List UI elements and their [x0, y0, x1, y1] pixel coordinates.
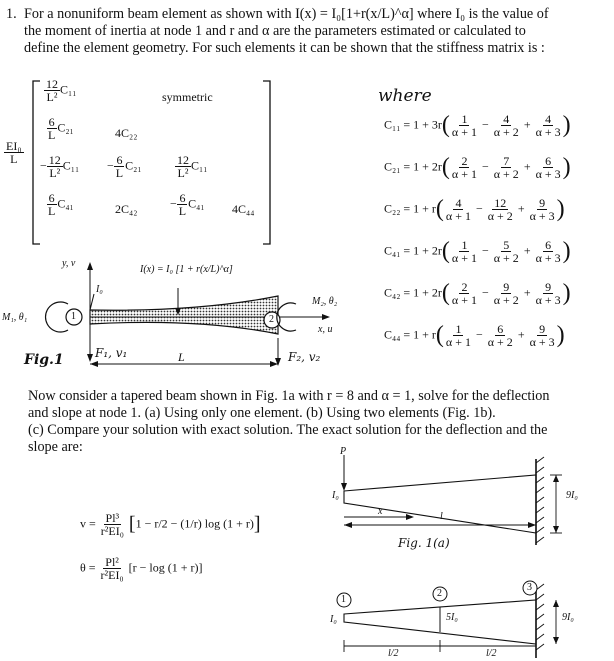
m2-label: M₂, θ₂	[312, 296, 338, 307]
matrix-r4c1: $\frac{6}{L}$ C₄₁	[48, 191, 74, 218]
coefficient-row: C₁₁ = 1 + 3r( $\frac{1}{\alpha + 1}$ − $\frac{4}{\alpha + 2}$ + $\frac{4}{\alpha + 3}$ )	[384, 112, 571, 139]
tapered-beam	[90, 296, 278, 334]
matrix-r4c3: − $\frac{6}{L}$ C₄₁	[170, 191, 205, 218]
length-label: L	[178, 350, 185, 364]
fig1a-9i0-label: 9I₀	[566, 490, 578, 501]
fig1b-node-2: 2	[437, 588, 442, 599]
i0-label: I₀	[96, 284, 103, 295]
matrix-right-bracket	[262, 80, 272, 245]
problem-line-3: define the element geometry. For such elements it can be shown that the stiffness matrix is :	[24, 40, 545, 56]
xu-label: x, u	[318, 324, 333, 335]
text2-line-4: slope are:	[28, 439, 83, 455]
matrix-r2c1: $\frac{6}{L}$ C₂₁	[48, 115, 74, 142]
f2-label: F₂, v₂	[288, 350, 321, 364]
m1-label: M₁, θ₁	[2, 312, 28, 323]
fig1a-x-label: x	[378, 506, 383, 517]
coefficient-row: C₄₁ = 1 + 2r( $\frac{1}{\alpha + 1}$ − $\frac{5}{\alpha + 2}$ + $\frac{6}{\alpha + 3}$ )	[384, 238, 571, 265]
fig1a-p-label: P	[340, 446, 347, 457]
fig1b-half-2: l/2	[486, 648, 497, 659]
yv-label: y, v	[62, 258, 76, 269]
fig1a-beam	[344, 475, 536, 533]
exact-deflection: v = $\frac{\text{Pl³}}{\text{r²EI₀}}$ [1 − r/2 − (1/r) log (1 + r)]	[80, 511, 261, 538]
matrix-r4c2: 2C₄₂	[115, 202, 138, 216]
node-1-label: 1	[71, 311, 76, 322]
text2-line-1: Now consider a tapered beam shown in Fig. 1a with r = 8 and α = 1, solve for the deflection	[28, 388, 550, 404]
matrix-r3c3: $\frac{12}{\text{L²}}$ C₁₁	[177, 153, 208, 180]
fig1b-drawing	[320, 580, 600, 660]
matrix-r3c1: − $\frac{12}{\text{L²}}$ C₁₁	[40, 153, 80, 180]
problem-line-1: For a nonuniform beam element as shown with I(x) = I₀[1+r(x/L)^α] where I₀ is the value of	[24, 6, 549, 22]
coefficient-row: C₂₁ = 1 + 2r( $\frac{2}{\alpha + 1}$ − $\frac{7}{\alpha + 2}$ + $\frac{6}{\alpha + 3}$ )	[384, 154, 571, 181]
fig1a-l-label: l	[440, 511, 443, 522]
matrix-r2c2: 4C₂₂	[115, 126, 138, 140]
fig1a-i0-label: I₀	[332, 490, 339, 501]
fig1b-node-1: 1	[341, 594, 346, 605]
coefficient-row: C₄₂ = 1 + 2r( $\frac{2}{\alpha + 1}$ − $\frac{9}{\alpha + 2}$ + $\frac{9}{\alpha + 3}$ )	[384, 280, 571, 307]
fig1b-half-1: l/2	[388, 648, 399, 659]
where-label: where	[378, 86, 432, 106]
matrix-r3c2: − $\frac{6}{L}$ C₂₁	[107, 153, 142, 180]
ix-label: I(x) = I₀ [1 + r(x/L)^α]	[140, 264, 233, 275]
fig1-label: Fig.1	[24, 352, 64, 368]
f1-label: F₁, v₁	[95, 346, 128, 360]
fig1b-node-3: 3	[527, 582, 532, 593]
node-2-label: 2	[269, 314, 274, 325]
fig1b-i0-label: I₀	[330, 614, 337, 625]
coefficient-row: C₄₄ = 1 + r( $\frac{1}{\alpha + 1}$ − $\frac{6}{\alpha + 2}$ + $\frac{9}{\alpha + 3}$ )	[384, 322, 565, 349]
text2-line-3: (c) Compare your solution with exact solution. The exact solution for the deflection and the	[28, 422, 548, 438]
fig1b-5i0-label: 5I₀	[446, 612, 458, 623]
problem-number: 1.	[6, 6, 17, 22]
matrix-prefix: $\frac{\text{EI₀}}{L}$	[6, 139, 22, 166]
matrix-r4c4: 4C₄₄	[232, 202, 255, 216]
matrix-r1c1: $\frac{12}{\text{L²}}$ C₁₁	[46, 77, 77, 104]
matrix-symmetric: symmetric	[162, 90, 213, 104]
exact-slope: θ = $\frac{\text{Pl²}}{\text{r²EI₀}}$ [r − log (1 + r)]	[80, 555, 203, 582]
problem-line-2: the moment of inertia at node 1 and r and α are the parameters estimated or calculated to	[24, 23, 526, 39]
fig1b-9i0-label: 9I₀	[562, 612, 574, 623]
fig1a-caption: Fig. 1(a)	[398, 536, 450, 550]
coefficient-row: C₂₂ = 1 + r( $\frac{4}{\alpha + 1}$ − $\frac{12}{\alpha + 2}$ + $\frac{9}{\alpha + 3}$ )	[384, 196, 565, 223]
fig1a-drawing	[330, 445, 600, 565]
text2-line-2: and slope at node 1. (a) Using only one element. (b) Using two elements (Fig. 1b).	[28, 405, 496, 421]
